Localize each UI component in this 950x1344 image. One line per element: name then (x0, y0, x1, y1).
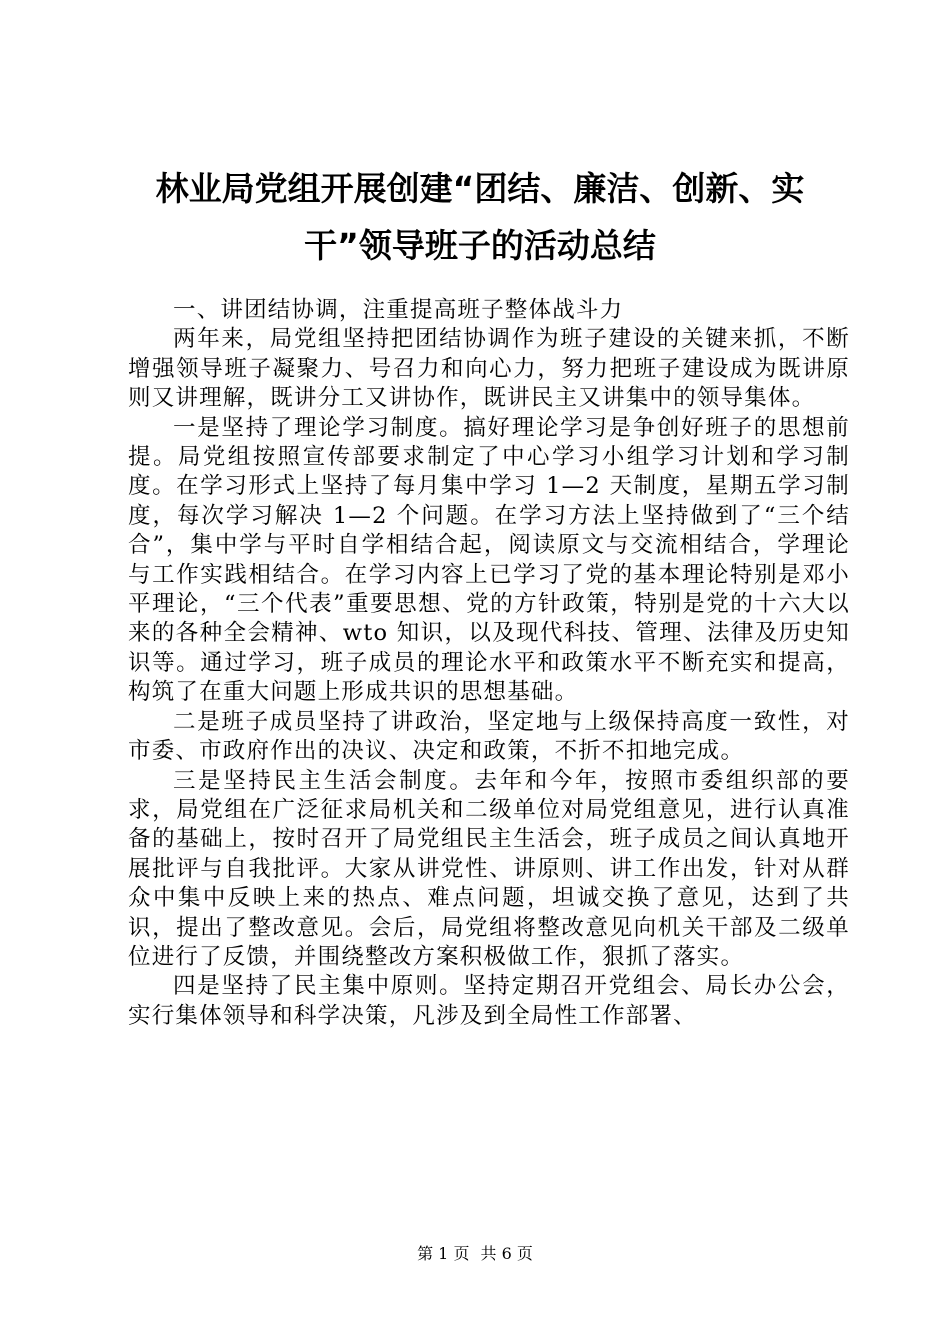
page-number: 第 1 页 (417, 1244, 470, 1263)
paragraph: 一是坚持了理论学习制度。搞好理论学习是争创好班子的思想前提。局党组按照宣传部要求制定了中心学习小组学习计划和学习制度。在学习形式上坚持了每月集中学习 1—2 天制度，星期五学习制度，每次学习解决 1—2 个问题。在学习方法上坚持做到了“三个结合”，集中学与平时自学相结合起，阅读原文与交流相结合，学理论与工作实践相结合。在学习内容上已学习了党的基本理论特别是邓小平理论，“三个代表”重要思想、党的方针政策，特别是党的十六大以来的各种全会精神、wto 知识，以及现代科技、管理、法律及历史知识等。通过学习，班子成员的理论水平和政策水平不断充实和提高，构筑了在重大问题上形成共识的思想基础。 (128, 414, 850, 706)
section-heading: 一、讲团结协调，注重提高班子整体战斗力 (173, 297, 624, 323)
title-line-1: 林业局党组开展创建“团结、廉洁、创新、实 (155, 169, 805, 208)
paragraph: 二是班子成员坚持了讲政治，坚定地与上级保持高度一致性，对市委、市政府作出的决议、决定和政策，不折不扣地完成。 (128, 708, 850, 765)
document-body (128, 296, 850, 1031)
paragraph: 两年来，局党组坚持把团结协调作为班子建设的关键来抓，不断增强领导班子凝聚力、号召力和向心力，努力把班子建设成为既讲原则又讲理解，既讲分工又讲协作，既讲民主又讲集中的领导集体。 (128, 326, 850, 412)
paragraph: 三是坚持民主生活会制度。去年和今年，按照市委组织部的要求，局党组在广泛征求局机关和二级单位对局党组意见，进行认真准备的基础上，按时召开了局党组民主生活会，班子成员之间认真地开展批评与自我批评。大家从讲党性、讲原则、讲工作出发，针对从群众中集中反映上来的热点、难点问题，坦诚交换了意见，达到了共识，提出了整改意见。会后，局党组将整改意见向机关干部及二级单位进行了反馈，并围绕整改方案积极做工作，狠抓了落实。 (128, 767, 850, 970)
page-total: 共 6 页 (480, 1244, 533, 1263)
document-title (100, 160, 860, 274)
title-line-2: 干”领导班子的活动总结 (304, 226, 656, 265)
page-footer (0, 1244, 950, 1264)
paragraph: 四是坚持了民主集中原则。坚持定期召开党组会、局长办公会，实行集体领导和科学决策，凡涉及到全局性工作部署、 (128, 973, 850, 1029)
